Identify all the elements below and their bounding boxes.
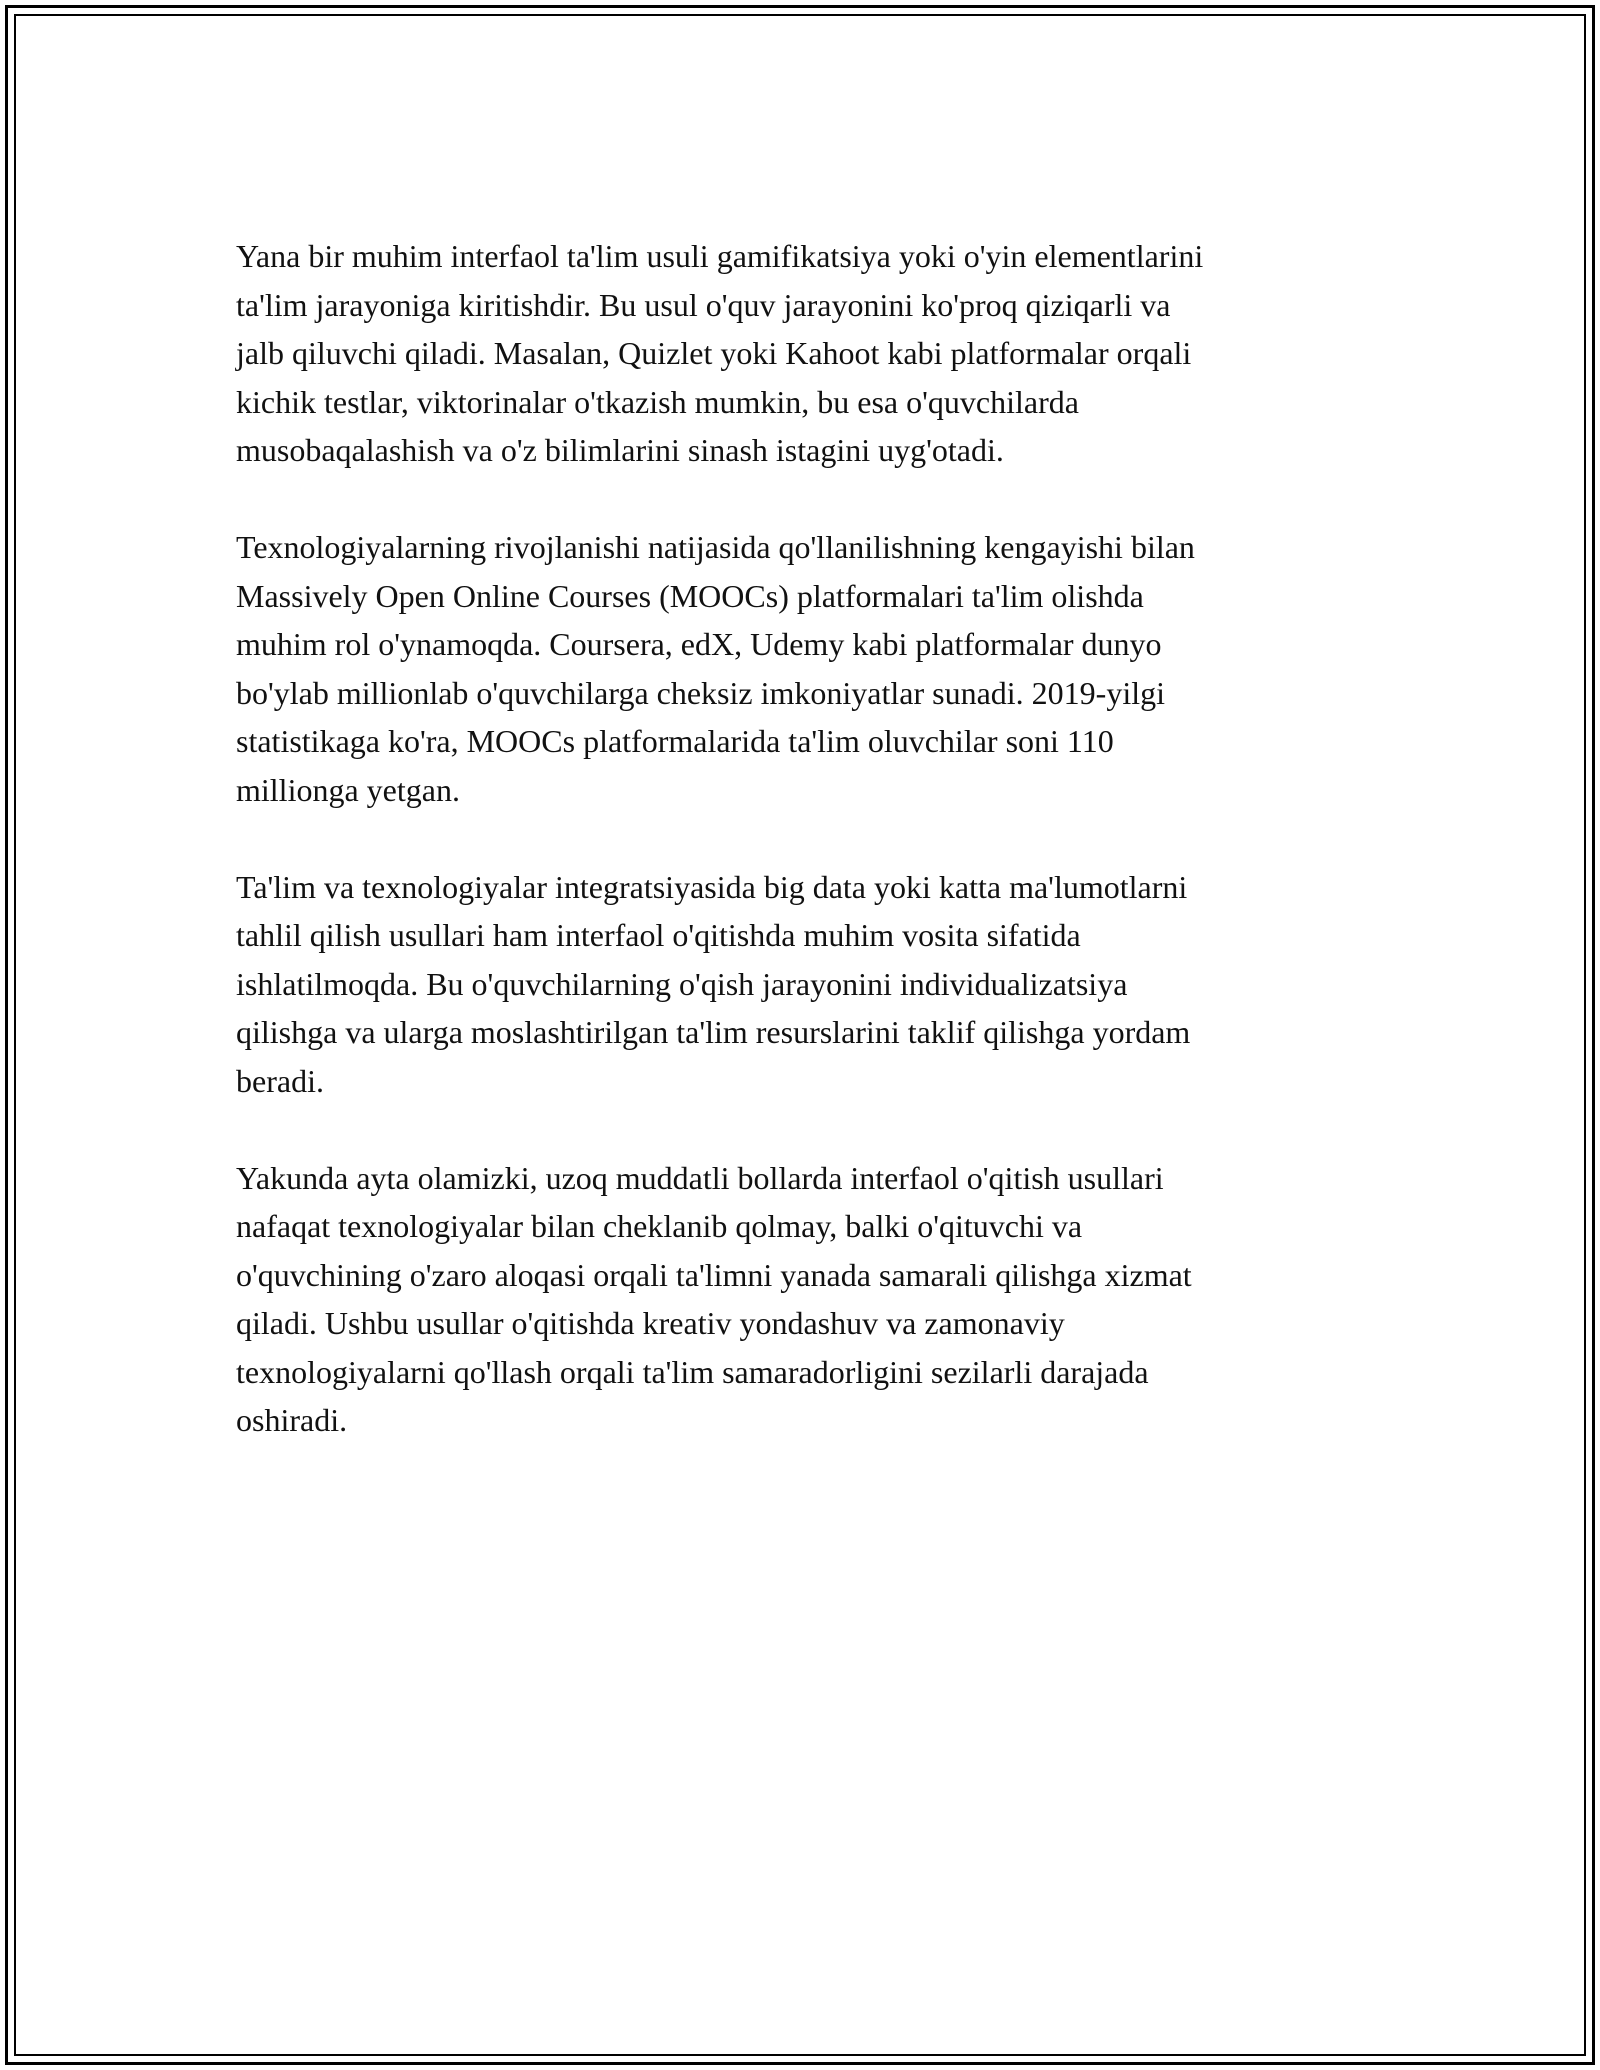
- document-body: [236, 232, 1376, 1493]
- paragraph-gamification: Yana bir muhim interfaol ta'lim usuli gamifikatsiya yoki o'yin elementlarini ta'lim jarayoniga kiritishdir. Bu usul o'quv jarayonini ko'proq qiziqarli va jalb qiluvchi qiladi. Masalan, Quizlet yoki Kahoot kabi platformalar orqali kichik testlar, viktorinalar o'tkazish mumkin, bu esa o'quvchilarda musobaqalashish va o'z bilimlarini sinash istagini uyg'otadi.: [236, 238, 1204, 468]
- paragraph-big-data: Ta'lim va texnologiyalar integratsiyasida big data yoki katta ma'lumotlarni tahlil qilish usullari ham interfaol o'qitishda muhim vosita sifatida ishlatilmoqda. Bu o'quvchilarning o'qish jarayonini individualizatsiya qilishga va ularga moslashtirilgan ta'lim resurslarini taklif qilishga yordam beradi.: [236, 868, 1191, 1099]
- paragraph-moocs: Texnologiyalarning rivojlanishi natijasida qo'llanilishning kengayishi bilan Massively Open Online Courses (MOOCs) platformalari ta'lim olishda muhim rol o'ynamoqda. Coursera, edX, Udemy kabi platformalar dunyo bo'ylab millionlab o'quvchilarga cheksiz imkoniyatlar sunadi. 2019-yilgi statistikaga ko'ra, MOOCs platformalarida ta'lim oluvchilar soni 110 millionga yetgan.: [236, 529, 1195, 808]
- paragraph-conclusion: Yakunda ayta olamizki, uzoq muddatli bollarda interfaol o'qitish usullari nafaqat texnologiyalar bilan cheklanib qolmay, balki o'qituvchi va o'quvchining o'zaro aloqasi orqali ta'limni yanada samarali qilishga xizmat qiladi. Ushbu usullar o'qitishda kreativ yondashuv va zamonaviy texnologiyalarni qo'llash orqali ta'lim samaradorligini sezilarli darajada oshiradi.: [236, 1159, 1192, 1438]
